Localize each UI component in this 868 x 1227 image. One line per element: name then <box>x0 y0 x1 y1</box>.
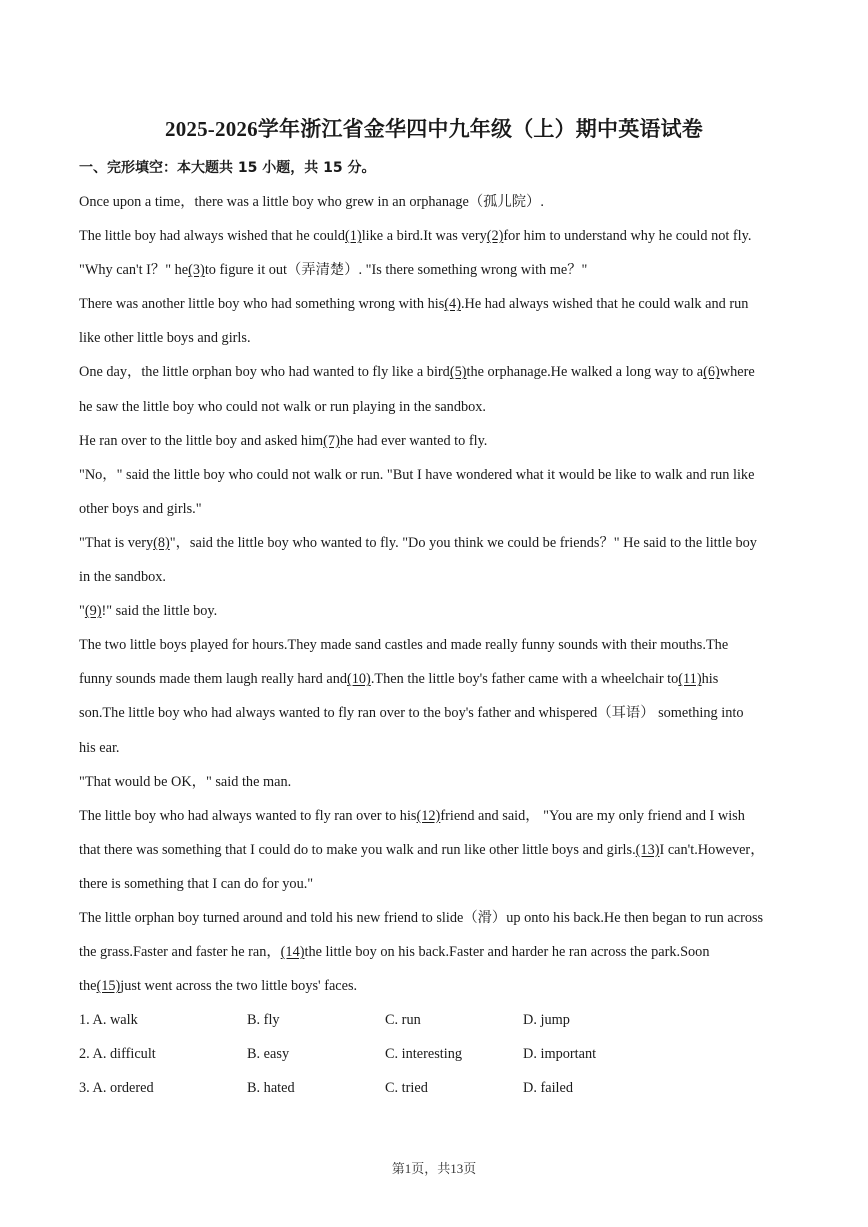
option-a: 2. A. difficult <box>79 1046 156 1063</box>
blank-number: (8) <box>153 534 170 551</box>
passage-text: like other little boys and girls. <box>79 330 251 347</box>
passage-text: there is something that I can do for you." <box>79 875 314 892</box>
blank-number: (14) <box>280 944 305 961</box>
blank-number: (10) <box>347 671 371 688</box>
passage-text: like a bird.It was very <box>361 228 487 245</box>
passage-text: .He had always wished that he could walk and run <box>460 296 749 313</box>
question-row <box>79 1071 791 1105</box>
blank-number: (1) <box>345 228 362 245</box>
option-b: B. hated <box>247 1080 295 1097</box>
page-title: 2025-2026学年浙江省金华四中九年级（上）期中英语试卷 <box>165 117 703 141</box>
option-d: D. important <box>523 1046 597 1063</box>
passage-text: The little boy who had always wanted to fly ran over to his <box>79 807 417 824</box>
passage-text: the little boy on his back.Faster and harder he ran across the park.Soon <box>304 944 710 961</box>
passage-text: that there was something that I could do to make you walk and run like other little boys and girls. <box>79 841 636 858</box>
passage-line <box>79 219 791 253</box>
passage-text: just went across the two little boys' faces. <box>120 978 358 995</box>
passage-text: the grass.Faster and faster he ran， <box>79 944 281 961</box>
passage-line <box>79 492 791 526</box>
blank-number: (5) <box>449 364 467 381</box>
passage-line <box>79 185 791 219</box>
blank-number: (4) <box>444 296 461 313</box>
passage-text: .Then the little boy's father came with a wheelchair to <box>370 671 679 688</box>
passage-line <box>79 253 791 287</box>
passage-text: The two little boys played for hours.They made sand castles and made really funny sounds with their mouths.The <box>79 637 729 654</box>
passage-text: other boys and girls." <box>79 500 202 517</box>
passage-text: he saw the little boy who could not walk or run playing in the sandbox. <box>79 398 486 415</box>
passage-text: the <box>79 978 97 995</box>
blank-number: (15) <box>96 978 121 995</box>
passage-body <box>79 185 791 1106</box>
passage-text: "That would be OK，" said the man. <box>79 773 292 790</box>
option-d: D. failed <box>523 1080 574 1097</box>
option-b: B. easy <box>247 1046 290 1063</box>
passage-text: where <box>719 364 755 381</box>
passage-line <box>79 731 791 765</box>
passage-text: in the sandbox. <box>79 569 166 586</box>
blank-number: (3) <box>188 262 205 279</box>
passage-text: The little boy had always wished that he could <box>79 228 346 245</box>
question-row <box>79 1003 791 1037</box>
passage-text: son.The little boy who had always wanted to fly ran over to the boy's father and whispered（耳语） something into <box>79 705 744 722</box>
blank-number: (2) <box>486 228 504 245</box>
passage-text: " <box>79 603 85 620</box>
passage-text: the orphanage.He walked a long way to a <box>466 364 704 381</box>
passage-line <box>79 321 791 355</box>
passage-line <box>79 390 791 424</box>
passage-line <box>79 287 791 321</box>
passage-line <box>79 765 791 799</box>
passage-text: for him to understand why he could not fly. <box>503 228 752 245</box>
blank-number: (7) <box>323 432 340 449</box>
blank-number: (12) <box>416 807 441 824</box>
blank-number: (6) <box>703 364 720 381</box>
passage-line <box>79 901 791 935</box>
passage-line <box>79 662 791 696</box>
passage-text: he had ever wanted to fly. <box>339 432 488 449</box>
passage-line <box>79 935 791 969</box>
option-c: C. tried <box>385 1080 428 1097</box>
blank-number: (13) <box>635 841 660 858</box>
passage-text: There was another little boy who had something wrong with his <box>79 296 445 313</box>
page-footer: 第1页，共13页 <box>391 1161 477 1176</box>
passage-line <box>79 458 791 492</box>
passage-line <box>79 696 791 730</box>
option-b: B. fly <box>247 1012 280 1029</box>
passage-text: "That is very <box>79 534 154 551</box>
passage-text: friend and said， "You are my only friend and I wish <box>440 807 745 824</box>
passage-line <box>79 560 791 594</box>
question-row <box>79 1037 791 1071</box>
passage-text: "，said the little boy who wanted to fly. "Do you think we could be friends？" He said to the little boy <box>169 534 757 551</box>
passage-line <box>79 594 791 628</box>
passage-line <box>79 526 791 560</box>
passage-text: I can't.However， <box>659 841 765 858</box>
option-c: C. run <box>385 1012 421 1029</box>
option-d: D. jump <box>523 1012 570 1029</box>
option-a: 1. A. walk <box>79 1012 138 1029</box>
passage-line <box>79 628 791 662</box>
option-a: 3. A. ordered <box>79 1080 154 1097</box>
passage-line <box>79 867 791 901</box>
passage-text: his ear. <box>79 739 120 756</box>
passage-text: One day，the little orphan boy who had wanted to fly like a bird <box>79 364 450 381</box>
option-c: C. interesting <box>385 1046 463 1063</box>
passage-text: funny sounds made them laugh really hard and <box>79 671 347 688</box>
passage-line <box>79 969 791 1003</box>
passage-line <box>79 799 791 833</box>
cloze-passage <box>79 185 791 1003</box>
passage-text: !" said the little boy. <box>101 603 218 620</box>
passage-text: his <box>701 671 719 688</box>
blank-number: (9) <box>84 603 102 620</box>
passage-text: He ran over to the little boy and asked him <box>79 432 324 449</box>
passage-text: "Why can't I？" he <box>79 262 189 279</box>
passage-text: "No，" said the little boy who could not walk or run. "But I have wondered what it would be like to walk and run like <box>79 466 755 483</box>
section-heading: 一、完形填空：本大题共 15 小题，共 15 分。 <box>79 160 376 176</box>
passage-line <box>79 355 791 389</box>
blank-number: (11) <box>678 671 702 688</box>
passage-line <box>79 424 791 458</box>
answer-options <box>79 1003 791 1105</box>
passage-text: The little orphan boy turned around and told his new friend to slide（滑）up onto his back.He then began to run across <box>79 909 764 926</box>
passage-line <box>79 833 791 867</box>
passage-text: Once upon a time，there was a little boy who grew in an orphanage（孤儿院）. <box>79 194 544 210</box>
passage-text: to figure it out（弄清楚）. "Is there something wrong with me？" <box>204 262 588 279</box>
